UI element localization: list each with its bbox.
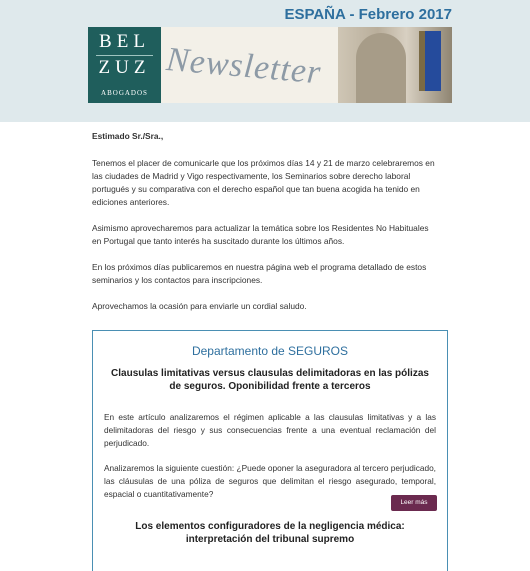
letter-paragraph-2: Asimismo aprovecharemos para actualizar la temática sobre los Residentes No Habituales en Portugal que tanto interés ha suscitado durante los últimos años. [92, 223, 429, 246]
eu-flag [425, 31, 441, 91]
department-title: Departamento de SEGUROS [191, 344, 349, 358]
letter-body [92, 130, 437, 326]
department-box [92, 330, 448, 571]
article-1-paragraph-1: En este artículo analizaremos el régimen aplicable a las clausulas limitativas y a las delimitadoras del riesgo y sus consecuencias frente a una eventual reclamación del perjudicado. [104, 412, 436, 448]
logo-line-3: ABOGADOS [101, 89, 148, 97]
logo-divider [96, 55, 153, 56]
edition-label: ESPAÑA - Febrero 2017 [284, 6, 452, 23]
building-arch [356, 33, 406, 103]
letter-paragraph-1: Tenemos el placer de comunicarle que los próximos días 14 y 21 de marzo celebraremos en las ciudades de Madrid y Vigo respectivamente, los Seminarios sobre derecho laboral portugués y su comparativa con el derecho español que tan buena acogida ha tenido en ediciones anteriores. [92, 158, 435, 207]
logo-line-2: ZUZ [98, 57, 151, 78]
belzuz-logo[interactable] [88, 27, 161, 103]
article-2-title[interactable]: Los elementos configuradores de la negligencia médica: interpretación del tribunal supremo [135, 521, 405, 545]
article-1-paragraph-2: Analizaremos la siguiente cuestión: ¿Puede oponer la aseguradora al tercero perjudicado, las cláusulas de una póliza de seguros que delimitan el riesgo asegurado, temporal, espacial o cuantitativamente? [104, 463, 436, 499]
article-1-title[interactable]: Clausulas limitativas versus clausulas delimitadoras en las pólizas de seguros. Oponibilidad frente a terceros [111, 368, 429, 392]
letter-paragraph-4: Aprovechamos la ocasión para enviarle un cordial saludo. [92, 301, 307, 311]
banner-word: Newsletter [164, 41, 323, 92]
greeting: Estimado Sr./Sra., [92, 131, 164, 141]
read-more-button[interactable]: Leer más [391, 495, 437, 511]
article-1-body [104, 411, 436, 501]
newsletter-banner [88, 27, 452, 103]
logo-line-1: BEL [99, 31, 150, 52]
letter-paragraph-3: En los próximos días publicaremos en nuestra página web el programa detallado de estos seminarios y los contactos para inscripciones. [92, 262, 427, 285]
